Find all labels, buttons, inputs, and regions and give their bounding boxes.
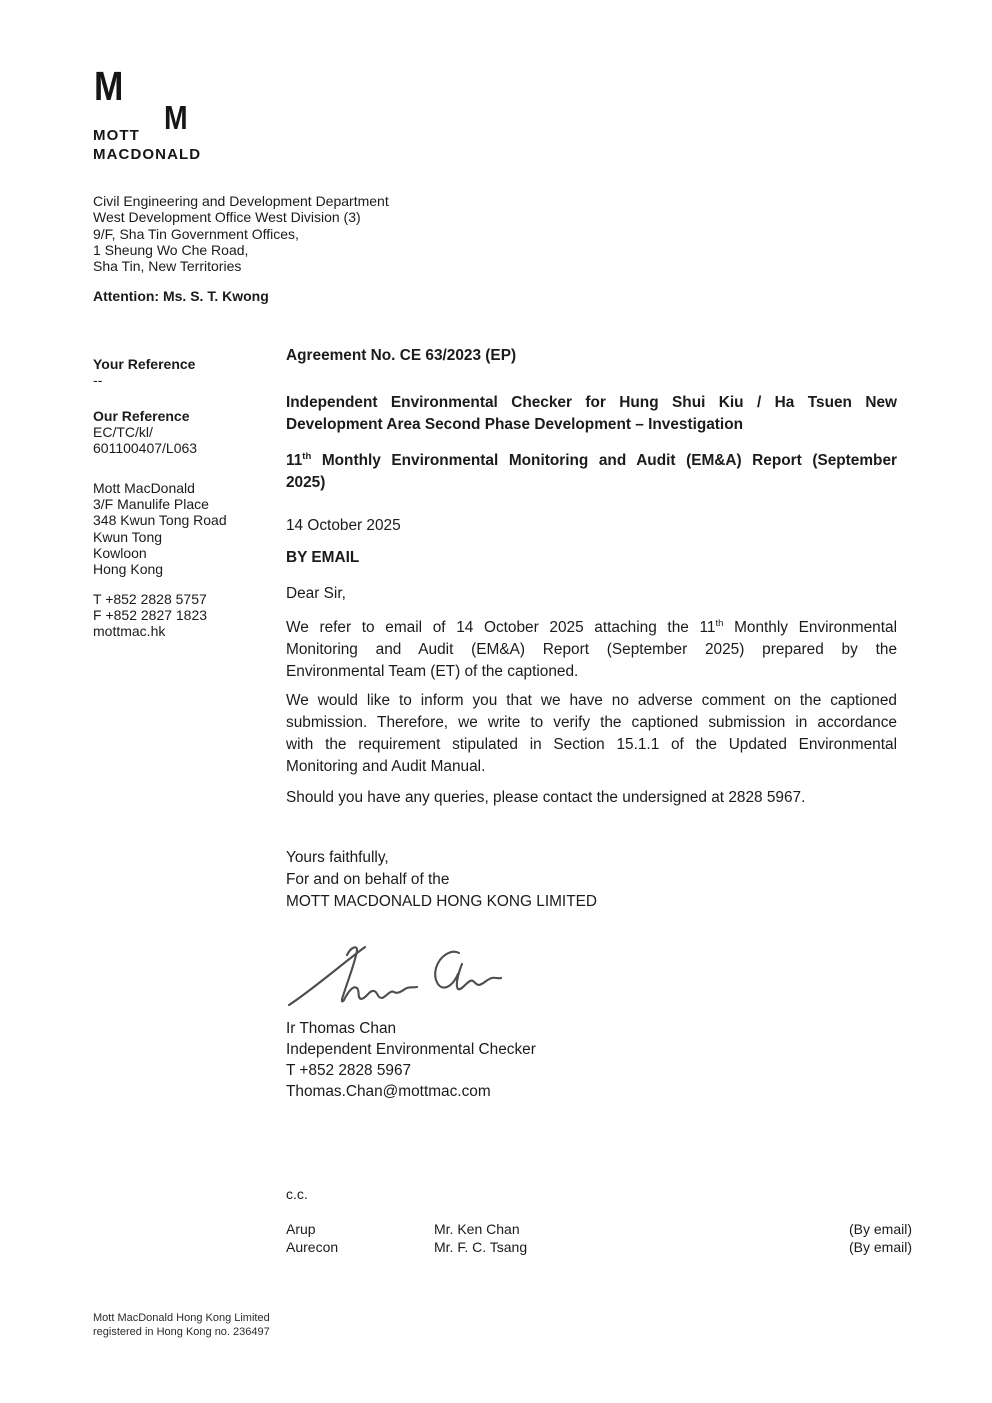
cc-label: c.c. (286, 1186, 308, 1202)
sender-address-line: Kowloon (93, 544, 147, 561)
sender-address-line: Mott MacDonald (93, 480, 195, 496)
subject-report-line1: 11th Monthly Environmental Monitoring and Audit (EM&A) Report (September (286, 450, 897, 469)
company-registration-footer (93, 1312, 270, 1339)
footer-line: registered in Hong Kong no. 236497 (93, 1325, 270, 1338)
subject-line-report (286, 450, 897, 494)
sender-address-line: 3/F Manulife Place (93, 496, 209, 513)
paragraph-2 (286, 690, 897, 778)
mott-macdonald-logo-mark-large: M (94, 63, 124, 109)
sender-fax: F +852 2827 1823 (93, 607, 208, 624)
logo-wordmark-line2: MACDONALD (93, 146, 202, 163)
ordinal-superscript: th (715, 617, 724, 629)
signatory-email: Thomas.Chan@mottmac.com (286, 1083, 491, 1100)
signature-image (286, 938, 897, 1016)
sender-address-line: Hong Kong (93, 561, 164, 578)
paragraph-1-line1: We refer to email of 14 October 2025 attaching the 11th Monthly Environmental (286, 617, 897, 636)
cc-row (286, 1220, 912, 1238)
signatory-name: Ir Thomas Chan (286, 1020, 397, 1037)
paragraph-1-line3: Environmental Team (ET) of the captioned. (286, 663, 579, 680)
recipient-address-line: 9/F, Sha Tin Government Offices, (93, 225, 299, 242)
recipient-address-line: Sha Tin, New Territories (93, 258, 242, 275)
cc-row (286, 1238, 912, 1256)
cc-delivery-method: (By email) (848, 1239, 912, 1255)
cc-person: Mr. Ken Chan (434, 1221, 520, 1237)
mott-macdonald-logo-mark-small: M (164, 99, 188, 136)
subject-project-line1: Independent Environmental Checker for Hung Shui Kiu / Ha Tsuen New (286, 394, 897, 411)
recipient-address-block (93, 193, 389, 274)
paragraph-2-line2: submission. Therefore, we write to verify the captioned submission in accordance (286, 714, 897, 731)
letter-body (286, 345, 897, 1102)
letter-date: 14 October 2025 (286, 517, 401, 534)
subject-project-line2: Development Area Second Phase Development – Investigation (286, 416, 744, 433)
sender-address-line: 348 Kwun Tong Road (93, 512, 227, 529)
our-reference-value: 601100407/L063 (93, 440, 198, 457)
sender-address-block (93, 480, 283, 577)
salutation: Dear Sir, (286, 585, 346, 602)
sender-website: mottmac.hk (93, 623, 166, 640)
paragraph-3: Should you have any queries, please contact the undersigned at 2828 5967. (286, 789, 806, 806)
sender-address-line: Kwun Tong (93, 528, 163, 545)
paragraph-1-line2: Monitoring and Audit (EM&A) Report (September 2025) prepared by the (286, 641, 897, 658)
signatory-phone: T +852 2828 5967 (286, 1062, 412, 1079)
paragraph-2-line4: Monitoring and Audit Manual. (286, 758, 486, 775)
sender-contact-block (93, 591, 283, 640)
cc-person: Mr. F. C. Tsang (434, 1239, 528, 1255)
paragraph-2-line1: We would like to inform you that we have no adverse comment on the captioned (286, 692, 897, 709)
our-reference-label: Our Reference (93, 408, 190, 424)
signatory-block (286, 1018, 897, 1102)
handwritten-signature (286, 938, 504, 1016)
paragraph-2-line3: with the requirement stipulated in Section 15.1.1 of the Updated Environmental (286, 736, 897, 753)
recipient-address-line: West Development Office West Division (3) (93, 209, 361, 226)
attention-line: Attention: Ms. S. T. Kwong (93, 288, 269, 304)
closing-line: Yours faithfully, (286, 849, 389, 866)
sender-phone: T +852 2828 5757 (93, 591, 207, 607)
paragraph-1 (286, 617, 897, 683)
cc-delivery-method: (By email) (848, 1221, 912, 1237)
your-reference-block (93, 356, 283, 388)
cc-organisation: Aurecon (286, 1239, 339, 1255)
our-reference-block (93, 408, 283, 457)
ordinal-superscript: th (302, 450, 312, 462)
closing-line: For and on behalf of the (286, 871, 450, 888)
your-reference-value: -- (93, 372, 103, 389)
delivery-method: BY EMAIL (286, 549, 360, 566)
footer-line: Mott MacDonald Hong Kong Limited (93, 1312, 270, 1324)
closing-line: MOTT MACDONALD HONG KONG LIMITED (286, 893, 597, 910)
signatory-title: Independent Environmental Checker (286, 1041, 536, 1058)
cc-organisation: Arup (286, 1221, 316, 1237)
closing-block (286, 847, 897, 913)
your-reference-label: Your Reference (93, 356, 196, 372)
subject-line-project (286, 392, 897, 436)
cc-section (286, 1186, 912, 1256)
logo-wordmark-line1: MOTT (93, 127, 140, 144)
recipient-address-line: Civil Engineering and Development Department (93, 193, 389, 209)
recipient-address-line: 1 Sheung Wo Che Road, (93, 241, 249, 258)
agreement-number: Agreement No. CE 63/2023 (EP) (286, 347, 517, 364)
our-reference-value: EC/TC/kl/ (93, 424, 153, 441)
subject-report-line2: 2025) (286, 474, 326, 491)
